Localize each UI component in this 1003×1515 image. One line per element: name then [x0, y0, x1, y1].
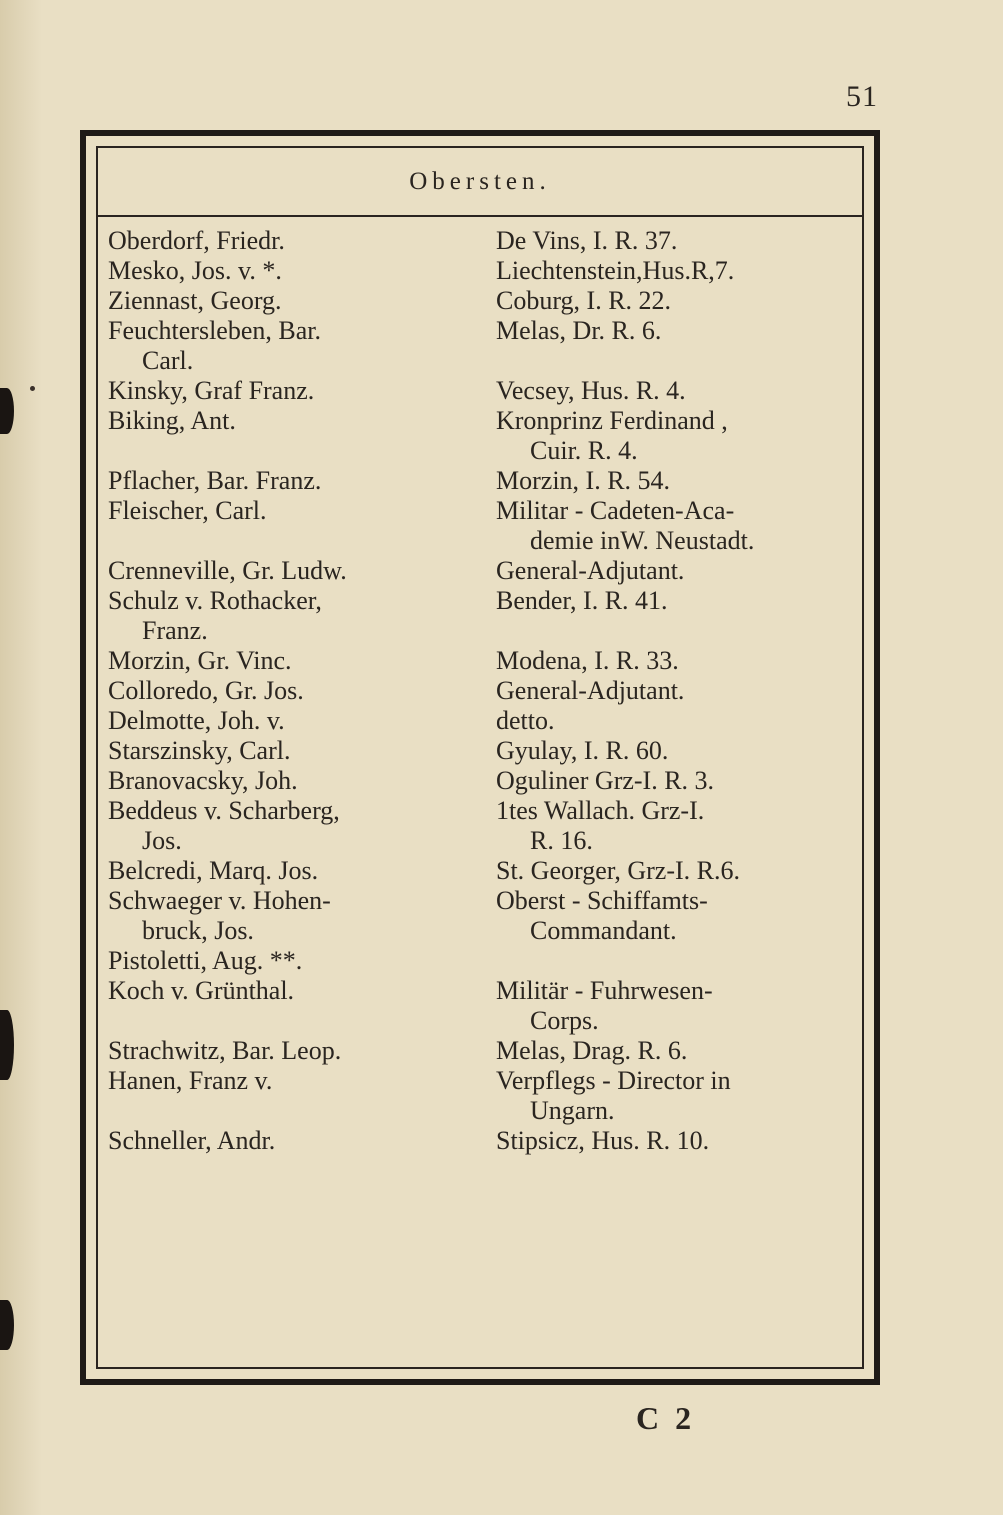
officer-name	[108, 1066, 496, 1126]
officer-name	[108, 466, 496, 496]
officer-unit	[496, 556, 868, 586]
officer-name-line: Kinsky, Graf Franz.	[108, 376, 315, 405]
officer-unit-continuation: Ungarn.	[530, 1096, 615, 1125]
officer-name-line: Oberdorf, Friedr.	[108, 226, 285, 255]
section-title: Obersten.	[409, 168, 551, 195]
officer-unit-line: Militär - Fuhrwesen-	[496, 976, 713, 1005]
list-item	[108, 376, 868, 406]
officer-unit-continuation: demie inW. Neustadt.	[530, 526, 755, 555]
officer-unit-line: De Vins, I. R. 37.	[496, 226, 678, 255]
list-item	[108, 316, 868, 376]
officer-name	[108, 886, 496, 946]
officer-name-line: Morzin, Gr. Vinc.	[108, 646, 292, 675]
officer-name	[108, 226, 496, 256]
binding-mark	[0, 1300, 14, 1350]
officer-name	[108, 646, 496, 676]
officer-unit-line: Liechtenstein,Hus.R,7.	[496, 256, 735, 285]
officer-unit	[496, 1036, 868, 1066]
officer-name-continuation: Franz.	[142, 616, 208, 645]
list-item	[108, 466, 868, 496]
officer-unit	[496, 976, 868, 1036]
list-item	[108, 796, 868, 856]
officer-name-line: Delmotte, Joh. v.	[108, 706, 285, 735]
officer-name	[108, 1126, 496, 1156]
officer-name	[108, 316, 496, 376]
list-item	[108, 1036, 868, 1066]
page-gutter	[0, 0, 42, 1515]
officer-list	[108, 226, 868, 1156]
officer-name-line: Belcredi, Marq. Jos.	[108, 856, 319, 885]
officer-unit-line: Morzin, I. R. 54.	[496, 466, 671, 495]
officer-unit	[496, 496, 868, 556]
officer-unit-line: Coburg, I. R. 22.	[496, 286, 672, 315]
officer-name	[108, 946, 496, 976]
list-item	[108, 706, 868, 736]
officer-unit	[496, 856, 868, 886]
officer-unit-line: Gyulay, I. R. 60.	[496, 736, 669, 765]
list-item	[108, 976, 868, 1036]
page-number: 51	[846, 80, 878, 113]
officer-name-line: Mesko, Jos. v. *.	[108, 256, 282, 285]
officer-name	[108, 256, 496, 286]
officer-name-line: Branovacsky, Joh.	[108, 766, 298, 795]
officer-unit	[496, 256, 868, 286]
officer-unit	[496, 706, 868, 736]
officer-unit	[496, 676, 868, 706]
officer-name	[108, 376, 496, 406]
list-item	[108, 766, 868, 796]
officer-unit-line: Modena, I. R. 33.	[496, 646, 679, 675]
list-item	[108, 586, 868, 646]
officer-unit-line: Kronprinz Ferdinand ,	[496, 406, 728, 435]
officer-name-continuation: bruck, Jos.	[142, 916, 254, 945]
binding-mark	[0, 1010, 14, 1080]
officer-unit-continuation: Corps.	[530, 1006, 599, 1035]
officer-name-line: Beddeus v. Scharberg,	[108, 796, 340, 825]
officer-name	[108, 1036, 496, 1066]
officer-name	[108, 736, 496, 766]
officer-unit-line: St. Georger, Grz-I. R.6.	[496, 856, 740, 885]
officer-name	[108, 586, 496, 646]
officer-unit-line: Verpflegs - Director in	[496, 1066, 731, 1095]
list-item	[108, 646, 868, 676]
officer-unit	[496, 946, 868, 976]
list-item	[108, 946, 868, 976]
officer-unit-line: Bender, I. R. 41.	[496, 586, 668, 615]
officer-unit-line: Vecsey, Hus. R. 4.	[496, 376, 686, 405]
officer-name-line: Schwaeger v. Hohen-	[108, 886, 331, 915]
binding-mark	[0, 388, 14, 434]
officer-name-line: Schneller, Andr.	[108, 1126, 276, 1155]
officer-unit	[496, 406, 868, 466]
officer-name	[108, 706, 496, 736]
officer-unit-line: General-Adjutant.	[496, 556, 685, 585]
officer-name	[108, 286, 496, 316]
officer-name-line: Schulz v. Rothacker,	[108, 586, 322, 615]
officer-name-line: Fleischer, Carl.	[108, 496, 267, 525]
officer-unit-line: General-Adjutant.	[496, 676, 685, 705]
officer-name-line: Pflacher, Bar. Franz.	[108, 466, 322, 495]
signature-mark: C 2	[636, 1400, 696, 1436]
list-item	[108, 496, 868, 556]
list-item	[108, 886, 868, 946]
officer-name-continuation: Carl.	[142, 346, 194, 375]
officer-unit-continuation: Cuir. R. 4.	[530, 436, 638, 465]
officer-name-line: Crenneville, Gr. Ludw.	[108, 556, 347, 585]
officer-name	[108, 766, 496, 796]
officer-name-line: Hanen, Franz v.	[108, 1066, 273, 1095]
officer-unit	[496, 586, 868, 646]
officer-unit-continuation: Commandant.	[530, 916, 677, 945]
officer-unit-line: Oguliner Grz-I. R. 3.	[496, 766, 715, 795]
officer-name-line: Starszinsky, Carl.	[108, 736, 291, 765]
list-item	[108, 736, 868, 766]
officer-name-line: Feuchtersleben, Bar.	[108, 316, 321, 345]
officer-unit	[496, 796, 868, 856]
officer-unit-line: Stipsicz, Hus. R. 10.	[496, 1126, 710, 1155]
officer-name-line: Ziennast, Georg.	[108, 286, 282, 315]
list-item	[108, 556, 868, 586]
list-item	[108, 676, 868, 706]
officer-unit	[496, 646, 868, 676]
list-item	[108, 256, 868, 286]
list-item	[108, 1066, 868, 1126]
officer-unit	[496, 376, 868, 406]
officer-unit	[496, 226, 868, 256]
officer-name	[108, 496, 496, 556]
officer-name-line: Pistoletti, Aug. **.	[108, 946, 303, 975]
officer-unit-line: detto.	[496, 706, 555, 735]
list-item	[108, 1126, 868, 1156]
officer-name	[108, 796, 496, 856]
officer-unit	[496, 466, 868, 496]
officer-name	[108, 556, 496, 586]
officer-name	[108, 976, 496, 1036]
list-item	[108, 226, 868, 256]
officer-name	[108, 406, 496, 466]
ink-dot	[30, 386, 35, 391]
officer-name-line: Strachwitz, Bar. Leop.	[108, 1036, 342, 1065]
list-item	[108, 406, 868, 466]
officer-name-line: Colloredo, Gr. Jos.	[108, 676, 304, 705]
officer-unit	[496, 286, 868, 316]
officer-unit	[496, 1066, 868, 1126]
officer-unit-line: 1tes Wallach. Grz-I.	[496, 796, 705, 825]
officer-unit	[496, 316, 868, 376]
officer-unit-line: Militar - Cadeten-Aca-	[496, 496, 735, 525]
officer-unit	[496, 736, 868, 766]
officer-unit	[496, 1126, 868, 1156]
officer-name-line: Biking, Ant.	[108, 406, 236, 435]
officer-unit-line: Melas, Drag. R. 6.	[496, 1036, 688, 1065]
officer-unit	[496, 886, 868, 946]
officer-unit	[496, 766, 868, 796]
officer-name	[108, 676, 496, 706]
officer-name-continuation: Jos.	[142, 826, 182, 855]
officer-unit-continuation: R. 16.	[530, 826, 593, 855]
header-rule	[98, 215, 862, 217]
officer-name	[108, 856, 496, 886]
officer-unit-line: Oberst - Schiffamts-	[496, 886, 708, 915]
officer-name-line: Koch v. Grünthal.	[108, 976, 295, 1005]
list-item	[108, 856, 868, 886]
officer-unit-line: Melas, Dr. R. 6.	[496, 316, 662, 345]
list-item	[108, 286, 868, 316]
